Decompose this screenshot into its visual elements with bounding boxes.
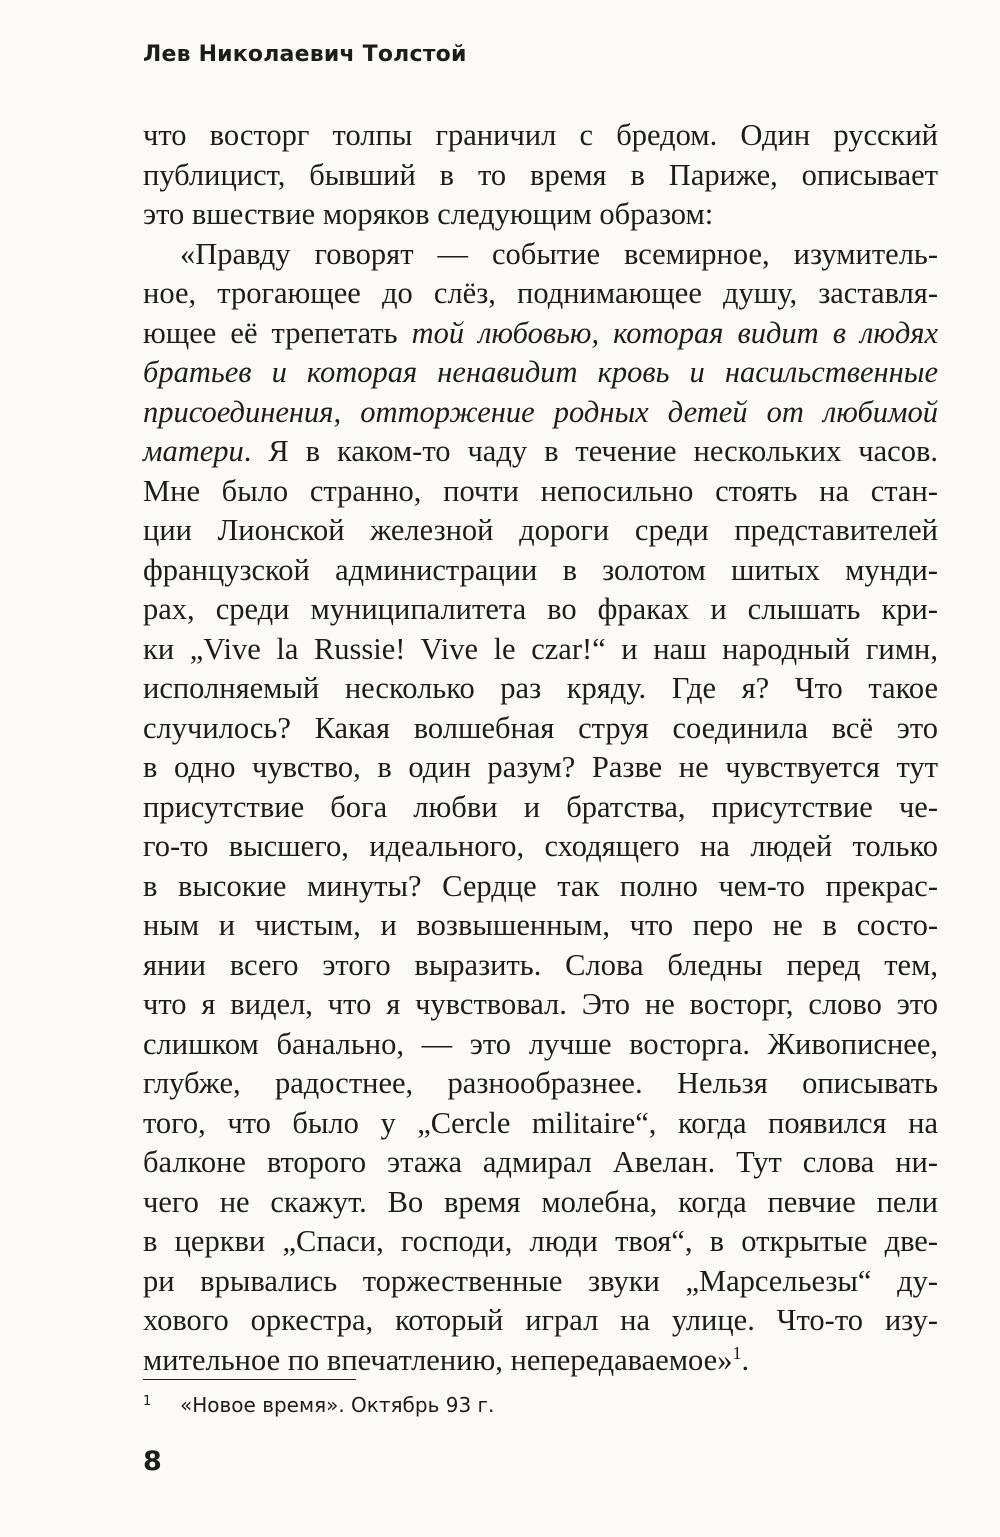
text-line: го-то высшего, идеального, сходящего на людей только [143, 829, 938, 863]
text-line: ри врывались торжественные звуки „Марсельезы“ ду- [143, 1263, 938, 1298]
italic-emphasis: братьев и которая ненавидит кровь и насильственные [143, 355, 938, 389]
text-line: ным и чистым, и возвышенным, что перо не в состо- [143, 908, 938, 942]
footnote-mark: 1 [143, 1394, 152, 1409]
page-number: 8 [143, 1446, 162, 1477]
text-line: рах, среди муниципалитета во фраках и слышать кри- [143, 592, 938, 626]
text-line: «Правду говорят — событие всемирное, изумитель- [180, 236, 938, 271]
text-line: в высокие минуты? Сердце так полно чем-то прекрас- [143, 868, 938, 903]
text-line: публицист, бывший в то время в Париже, описывает [143, 157, 938, 192]
text-line: хового оркестра, который играл на улице. Что-то изу- [143, 1303, 938, 1337]
footnote-text: «Новое время». Октябрь 93 г. [180, 1393, 495, 1417]
running-header-author: Лев Николаевич Толстой [143, 42, 467, 67]
text-line [143, 393, 938, 433]
text-line: Мне было странно, почти непосильно стоять на стан- [143, 473, 938, 508]
footnote-reference[interactable]: 1 [732, 1342, 742, 1363]
text-line: исполняемый несколько раз кряду. Где я? Что такое [143, 671, 938, 705]
text-line: мительное по впечатлению, непередаваемое»$^1$. [143, 1342, 750, 1377]
text-line: французской администрации в золотом шитых мунди- [143, 552, 938, 587]
text-line [143, 432, 938, 472]
text-run: ющее её трепетать [143, 315, 412, 350]
italic-emphasis: той любовью, которая видит в людях [411, 315, 938, 350]
footnote-divider [143, 1379, 356, 1380]
text-line: того, что было у „Cercle militaire“, когда появился на [143, 1105, 938, 1140]
footnote [143, 1393, 494, 1417]
text-line [143, 314, 938, 354]
text-line: в церкви „Спаси, господи, люди твоя“, в открытые две- [143, 1224, 938, 1258]
text-line: балконе второго этажа адмирал Авелан. Тут слова ни- [143, 1145, 938, 1179]
text-run: . Я в каком-то чаду в течение нескольких часов. [243, 434, 938, 468]
text-line [143, 353, 938, 393]
text-line: в одно чувство, в один разум? Разве не чувствуется тут [143, 750, 938, 784]
text-line: глубже, радостнее, разнообразнее. Нельзя описывать [143, 1066, 938, 1100]
text-line: присутствие бога любви и братства, присутствие че- [143, 789, 938, 824]
text-line: ции Лионской железной дороги среди представителей [143, 513, 938, 547]
text-run: мительное по впечатлению, непередаваемое» [143, 1342, 733, 1377]
text-line: это вшествие моряков следующим образом: [143, 197, 714, 231]
text-line: что я видел, что я чувствовал. Это не восторг, слово это [143, 987, 938, 1021]
text-line: ное, трогающее до слёз, поднимающее душу, заставля- [143, 276, 938, 310]
text-line: ки „Vive la Russie! Vive le czar!“ и наш народный гимн, [143, 631, 938, 666]
text-line: случилось? Какая волшебная струя соединила всё это [143, 710, 938, 745]
italic-emphasis: присоединения, отторжение родных детей от любимой [143, 394, 938, 429]
italic-emphasis: матери [143, 434, 244, 468]
text-line: янии всего этого выразить. Слова бледны перед тем, [143, 947, 938, 982]
text-line: чего не скажут. Во время молебна, когда певчие пели [143, 1184, 938, 1219]
text-line: что восторг толпы граничил с бредом. Один русский [143, 118, 938, 152]
body-text [143, 116, 938, 1380]
text-line: слишком банально, — это лучше восторга. Живописнее, [143, 1026, 938, 1061]
